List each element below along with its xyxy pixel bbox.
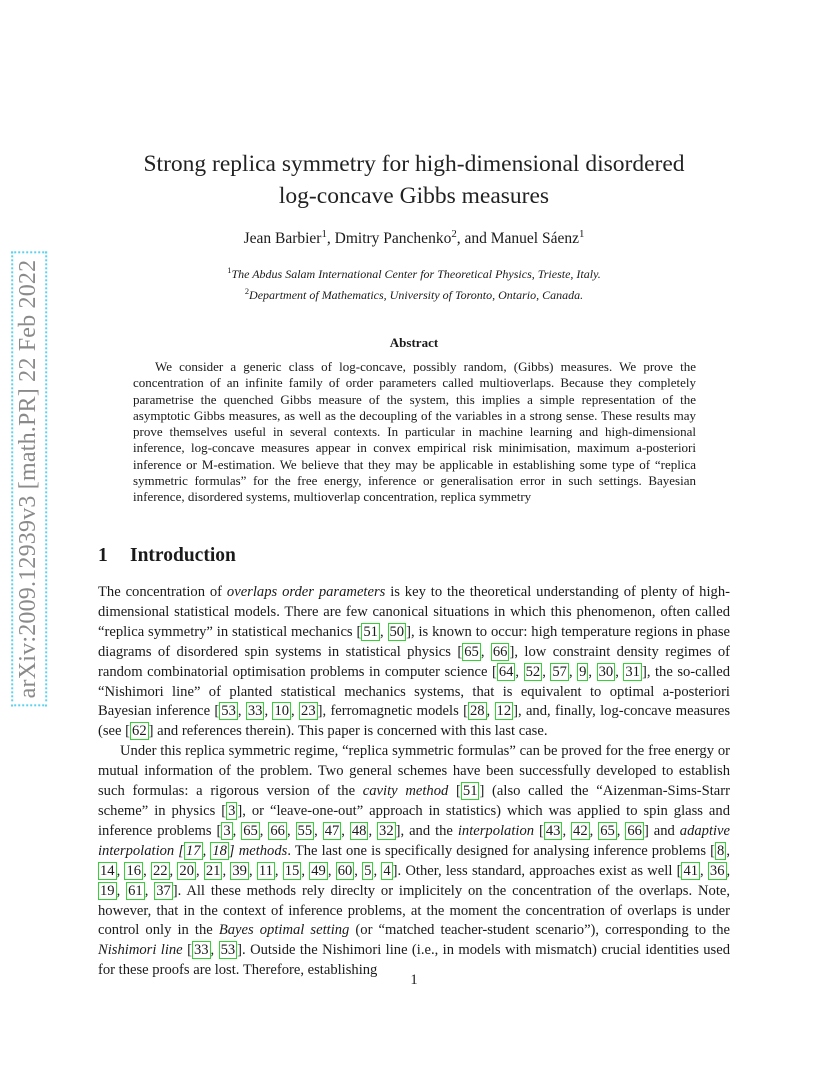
author-name: Dmitry Panchenko bbox=[334, 230, 452, 248]
citation-link[interactable]: 64 bbox=[498, 663, 514, 680]
citation-link[interactable]: 11 bbox=[258, 862, 273, 879]
body-text: ], ferromagnetic models [ bbox=[317, 703, 468, 720]
body-text: , bbox=[301, 862, 310, 879]
citation-link[interactable]: 32 bbox=[379, 822, 394, 839]
paragraph-2 bbox=[98, 742, 730, 981]
citation-link[interactable]: 62 bbox=[132, 723, 147, 740]
affiliation bbox=[0, 262, 828, 283]
citation-link[interactable]: 66 bbox=[270, 822, 285, 839]
emphasis-text: , bbox=[202, 842, 211, 859]
citation-link[interactable]: 5 bbox=[364, 862, 372, 879]
citation-link[interactable]: 23 bbox=[301, 703, 316, 720]
paper-title bbox=[0, 148, 828, 212]
body-text: , bbox=[515, 663, 524, 680]
citation-link[interactable]: 50 bbox=[389, 623, 405, 640]
affiliation bbox=[0, 283, 828, 304]
body-text: [ bbox=[182, 942, 192, 959]
citation-link[interactable]: 16 bbox=[126, 862, 142, 879]
body-text: , bbox=[327, 862, 336, 879]
body-text: , bbox=[562, 822, 572, 839]
body-text: , bbox=[568, 663, 578, 680]
body-text: , bbox=[726, 862, 731, 879]
citation-link[interactable]: 33 bbox=[193, 942, 209, 959]
citation-link[interactable]: 14 bbox=[100, 862, 115, 879]
citation-link[interactable]: 65 bbox=[600, 822, 615, 839]
body-text: . The last one is specifically designed for analysing inference problems [ bbox=[287, 842, 716, 859]
body-text: , bbox=[373, 862, 382, 879]
body-text: , bbox=[486, 703, 495, 720]
citation-link[interactable]: 19 bbox=[100, 882, 115, 899]
affiliation-text: The Abdus Salam International Center for Theoretical Physics, Trieste, Italy. bbox=[231, 267, 601, 281]
body-text: , bbox=[237, 703, 246, 720]
section-title: Introduction bbox=[130, 545, 236, 566]
body-text: , bbox=[196, 862, 204, 879]
citation-link[interactable]: 41 bbox=[683, 862, 699, 879]
body-text: , bbox=[616, 822, 626, 839]
body-text: , bbox=[222, 862, 231, 879]
citation-link[interactable]: 37 bbox=[156, 882, 171, 899]
emphasis-text: Bayes optimal setting bbox=[218, 922, 350, 939]
body-text: , bbox=[264, 703, 273, 720]
abstract-text: We consider a generic class of log-concave, possibly random, (Gibbs) measures. We prove the concentration of an infinite family of order parameters called multioverlaps. Because they completely parametrise the quenched Gibbs measure of the system, this implies a simple representation of the asymptotic Gibbs measures, as well as the decoupling of the variables in a strong sense. These results may prove themselves useful in several contexts. In particular in machine learning and high-dimensional inference, log-concave measures appear in convex empirical risk minimisation, maximum a-posteriori inference or M-estimation. We believe that they may be applicable in establishing some type of “replica symmetric formulas” for the free energy, inference or generalisation error in such settings. Bayesian inference, disordered systems, multioverlap concentration, replica symmetry bbox=[133, 359, 696, 505]
body-text: ], low constraint density regimes of random combinatorial optimisation problems in computer science [ bbox=[98, 643, 730, 680]
citation-link[interactable]: 33 bbox=[247, 703, 263, 720]
citation-link[interactable]: 21 bbox=[205, 862, 221, 879]
body-text: , bbox=[116, 862, 125, 879]
section-heading bbox=[98, 545, 236, 567]
citation-link[interactable]: 53 bbox=[221, 703, 236, 720]
body-text: , bbox=[615, 663, 624, 680]
citation-link[interactable]: 55 bbox=[297, 822, 313, 839]
body-text: Under this replica symmetric regime, “replica symmetric formulas” can be proved for the free energy or mutual information of the problem. Two general schemes have been successfully developed to establish such formulas: a rigorous version of the bbox=[98, 743, 730, 800]
title-line-1: Strong replica symmetry for high-dimensional disordered bbox=[143, 151, 685, 177]
body-text: [ bbox=[534, 822, 544, 839]
title-line-2: log-concave Gibbs measures bbox=[278, 183, 550, 209]
citation-link[interactable]: 20 bbox=[179, 862, 194, 879]
body-text: , bbox=[169, 862, 178, 879]
citation-link[interactable]: 9 bbox=[579, 663, 587, 680]
body-text: , bbox=[726, 842, 730, 859]
author-separator: , and bbox=[456, 230, 491, 248]
citation-link[interactable]: 12 bbox=[496, 703, 512, 720]
body-text: , bbox=[116, 882, 127, 899]
body-text: , bbox=[210, 942, 219, 959]
affiliation-mark: 1 bbox=[227, 266, 232, 275]
citation-link[interactable]: 65 bbox=[464, 643, 479, 660]
emphasis-text: overlaps order parameters bbox=[226, 584, 386, 600]
citation-link[interactable]: 48 bbox=[351, 822, 367, 839]
citation-link[interactable]: 8 bbox=[717, 842, 725, 859]
citation-link[interactable]: 36 bbox=[709, 862, 725, 879]
citation-link[interactable]: 31 bbox=[625, 663, 640, 680]
body-text: , bbox=[588, 663, 597, 680]
body-text: , bbox=[341, 822, 350, 839]
body-text: ]. Outside the Nishimori line (i.e., in models with mismatch) crucial identities used for these proofs are lost. Therefore, establishing bbox=[98, 942, 731, 979]
affiliation-list bbox=[0, 262, 828, 304]
body-text: ], or “leave-one-out” approach in statistics) which was applied to spin glass and inference problems [ bbox=[98, 802, 730, 839]
emphasis-text: Nishimori line bbox=[98, 942, 183, 959]
author-name: Manuel Sáenz bbox=[490, 230, 579, 248]
citation-link[interactable]: 52 bbox=[525, 663, 541, 680]
body-text: ]. Other, less standard, approaches exist as well [ bbox=[392, 862, 682, 879]
citation-link[interactable]: 61 bbox=[128, 882, 143, 899]
body-text: , bbox=[542, 663, 551, 680]
citation-link[interactable]: 3 bbox=[228, 802, 236, 819]
author-list bbox=[0, 228, 828, 248]
body-text: ] (also called the “Aizenman-Sims-Starr scheme” in physics [ bbox=[98, 783, 730, 819]
citation-link[interactable]: 3 bbox=[223, 822, 231, 839]
body-text: (or “matched teacher-student scenario”), corresponding to the bbox=[349, 922, 730, 939]
body-text: , bbox=[286, 822, 296, 839]
citation-link[interactable]: 60 bbox=[337, 862, 353, 879]
body-text: , bbox=[480, 643, 491, 660]
body-text: , bbox=[379, 623, 388, 640]
emphasis-text: cavity method bbox=[362, 783, 449, 800]
introduction-body bbox=[98, 583, 730, 981]
citation-link[interactable]: 18 bbox=[212, 842, 227, 859]
body-text: , bbox=[143, 862, 151, 879]
emphasis-text: interpolation bbox=[457, 822, 535, 839]
citation-link[interactable]: 43 bbox=[545, 822, 561, 839]
body-text: , bbox=[354, 862, 363, 879]
body-text: , bbox=[248, 862, 257, 879]
body-text: The concentration of bbox=[98, 584, 227, 600]
author-name: Jean Barbier bbox=[243, 230, 322, 248]
affiliation-mark: 2 bbox=[451, 228, 457, 240]
citation-link[interactable]: 57 bbox=[552, 663, 567, 680]
arxiv-identifier[interactable]: arXiv:2009.12939v3 [math.PR] 22 Feb 2022 bbox=[11, 252, 47, 707]
citation-link[interactable]: 47 bbox=[324, 822, 340, 839]
citation-link[interactable]: 65 bbox=[243, 822, 258, 839]
body-text: , bbox=[274, 862, 283, 879]
affiliation-mark: 1 bbox=[579, 228, 585, 240]
citation-link[interactable]: 42 bbox=[573, 822, 588, 839]
abstract-heading: Abstract bbox=[389, 335, 439, 350]
section-number: 1 bbox=[98, 545, 108, 566]
body-text: , bbox=[259, 822, 269, 839]
body-text: ] and references therein). This paper is concerned with this last case. bbox=[148, 723, 548, 740]
body-text: ], the so-called “Nishimori line” of planted statistical mechanics systems, that is equivalent to optimal a-posteriori Bayesian inference [ bbox=[98, 663, 731, 720]
body-text: , bbox=[232, 822, 242, 839]
body-text: ] and bbox=[643, 822, 680, 839]
arxiv-sidebar bbox=[6, 233, 52, 725]
body-text: , bbox=[144, 882, 155, 899]
citation-link[interactable]: 53 bbox=[220, 942, 236, 959]
body-text: , bbox=[291, 703, 300, 720]
citation-link[interactable]: 22 bbox=[152, 862, 168, 879]
page-number: 1 bbox=[410, 972, 418, 988]
body-text: ]. All these methods rely direclty or implicitely on the concentration of the overlaps. Note, however, that in the context of inference problems, at the moment the concentration of overlaps is under control only in the bbox=[98, 882, 731, 939]
body-text: , bbox=[589, 822, 599, 839]
emphasis-text: adaptive interpolation [ bbox=[98, 822, 731, 859]
citation-link[interactable]: 66 bbox=[627, 822, 642, 839]
affiliation-mark: 2 bbox=[244, 287, 250, 296]
affiliation-mark: 1 bbox=[321, 228, 327, 240]
citation-link[interactable]: 17 bbox=[185, 842, 201, 859]
body-text: [ bbox=[448, 783, 461, 800]
body-text: ], is known to occur: high temperature regions in phase diagrams of disordered spin systems in statistical physics [ bbox=[98, 623, 731, 660]
citation-link[interactable]: 30 bbox=[598, 663, 614, 680]
citation-link[interactable]: 39 bbox=[232, 862, 247, 879]
citation-link[interactable]: 10 bbox=[274, 703, 290, 720]
citation-link[interactable]: 15 bbox=[284, 862, 300, 879]
body-text: is key to the theoretical understanding of plenty of high-dimensional statistical models. There are few canonical situations in which this phenomenon, often called “replica symmetry” in statistical mechanics [ bbox=[98, 584, 730, 640]
body-text: , bbox=[368, 822, 378, 839]
citation-link[interactable]: 28 bbox=[469, 703, 485, 720]
body-text: , bbox=[314, 822, 323, 839]
emphasis-text: ] methods bbox=[228, 842, 288, 859]
citation-link[interactable]: 4 bbox=[383, 862, 391, 879]
body-text: , bbox=[700, 862, 708, 879]
body-text: ], and, finally, log-concave measures (see [ bbox=[98, 703, 731, 740]
author-separator: , bbox=[326, 230, 335, 248]
citation-link[interactable]: 51 bbox=[462, 783, 478, 800]
body-text: ], and the bbox=[395, 822, 458, 839]
affiliation-text: Department of Mathematics, University of Toronto, Ontario, Canada. bbox=[249, 288, 584, 302]
citation-link[interactable]: 51 bbox=[363, 623, 378, 640]
citation-link[interactable]: 49 bbox=[311, 862, 326, 879]
citation-link[interactable]: 66 bbox=[492, 643, 508, 660]
paragraph-1 bbox=[98, 583, 730, 742]
